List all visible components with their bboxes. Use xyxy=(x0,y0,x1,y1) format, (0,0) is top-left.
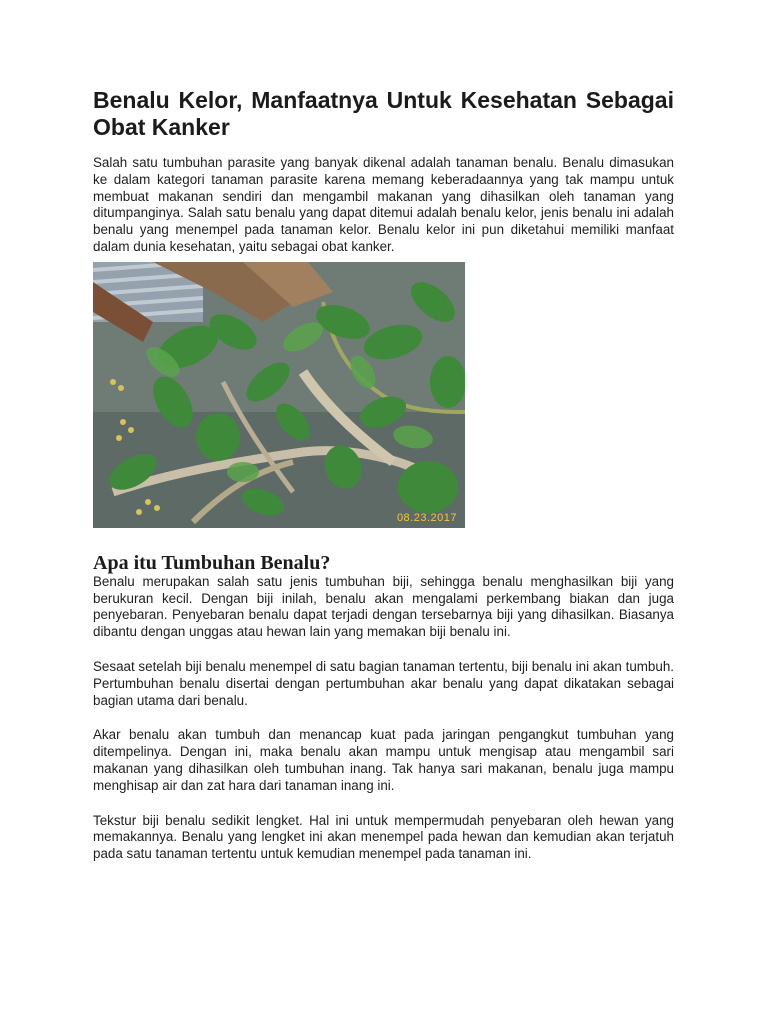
benalu-kelor-photo xyxy=(93,262,465,528)
section-paragraph-1: Benalu merupakan salah satu jenis tumbuhan biji, sehingga benalu menghasilkan biji yang berukuran kecil. Dengan biji inilah, benalu akan mengalami perkembang biakan dan juga penyebaran. Penyebaran benalu dapat terjadi dengan tersebarnya biji yang dihasilkan. Biasanya dibantu dengan unggas atau hewan lain yang memakan biji benalu ini. xyxy=(93,573,674,640)
section-paragraph-2: Sesaat setelah biji benalu menempel di satu bagian tanaman tertentu, biji benalu ini akan tumbuh. Pertumbuhan benalu disertai dengan pertumbuhan akar benalu yang dapat dikatakan sebagai bagian utama dari benalu. xyxy=(93,658,674,708)
section-paragraph-3: Akar benalu akan tumbuh dan menancap kuat pada jaringan pengangkut tumbuhan yang ditempelinya. Dengan ini, maka benalu akan mampu untuk mengisap atau mengambil sari makanan yang dihasilkan oleh tumbuhan inang. Tak hanya sari makanan, benalu juga mampu menghisap air dan zat hara dari tanaman inang ini. xyxy=(93,727,674,793)
article-title: Benalu Kelor, Manfaatnya Untuk Kesehatan Sebagai Obat Kanker xyxy=(93,87,674,140)
photo-illustration xyxy=(93,262,465,528)
section-paragraph-4: Tekstur biji benalu sedikit lengket. Hal ini untuk mempermudah penyebaran oleh hewan yang memakannya. Benalu yang lengket ini akan menempel pada hewan dan kemudian akan terjatuh pada satu tanaman tertentu untuk kemudian menempel pada tanaman ini. xyxy=(93,812,674,862)
section-heading: Apa itu Tumbuhan Benalu? xyxy=(93,551,331,574)
intro-paragraph: Salah satu tumbuhan parasite yang banyak dikenal adalah tanaman benalu. Benalu dimasukan ke dalam kategori tanaman parasite karena memang keberadaannya yang tak mampu untuk membuat makanan sendiri dan mengambil makanan yang dihasilkan oleh tanaman yang ditumpanginya. Salah satu benalu yang dapat ditemui adalah benalu kelor, jenis benalu ini adalah benalu yang menempel pada tanaman kelor. Benalu kelor ini pun diketahui memiliki manfaat dalam dunia kesehatan, yaitu sebagai obat kanker. xyxy=(93,155,674,254)
photo-date-stamp: 08.23.2017 xyxy=(396,511,457,524)
